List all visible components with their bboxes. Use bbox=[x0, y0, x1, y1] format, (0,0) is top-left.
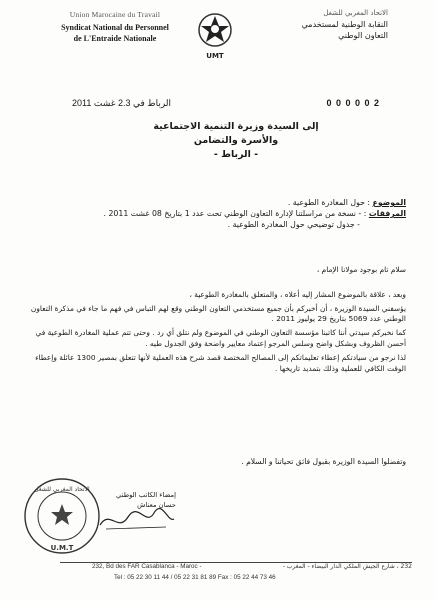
subject-line bbox=[26, 197, 406, 208]
body-paragraph-2: يؤسفني السيدة الوزيرة ، أن أخبركم بأن جميع مستخدمي التعاون الوطني وقع لهم التباس في فهم ما جاء في مذكرة التعاون الوطني عدد 5069 بتاريخ 29 يوليوز 2011 . bbox=[30, 303, 406, 324]
footer-phone-fax: Tel : 05 22 30 11 44 / 05 22 31 81 89 Fax : 05 22 44 73 46 bbox=[114, 574, 276, 581]
addressee-block bbox=[136, 120, 336, 162]
addressee-line-3: - الرباط - bbox=[213, 149, 259, 160]
body-paragraph-1: وبعد ، علاقة بالموضوع المشار إليه أعلاه ، والمتعلق بالمغادرة الطوعية ، bbox=[189, 289, 406, 299]
letter-date: الرباط في 2.3 غشت 2011 bbox=[72, 98, 172, 108]
addressee-line-2: والأسرة والتضامن bbox=[193, 135, 279, 146]
union-stamp bbox=[22, 476, 102, 556]
attachments-line bbox=[26, 208, 406, 219]
subject-block bbox=[26, 197, 406, 230]
attachments-label: المرفقات bbox=[368, 209, 406, 218]
syndicate-sub-fr: de L'Entraide Nationale bbox=[73, 34, 157, 43]
greeting: سلام تام بوجود مولانا الإمام ، bbox=[316, 265, 406, 274]
stamp-ring-text: الاتحاد المغربي للشغل bbox=[34, 486, 90, 493]
body-paragraph-4: لذا نرجو من سيادتكم إعطاء تعليماتكم إلى المصالح المختصة قصد شرح هذه العملية لأنها تتعلق بمصير 1300 عائلة وإعطاء الوقت الكافي للعملية وذلك بتمديد تاريخها . bbox=[35, 352, 406, 373]
umt-emblem-icon bbox=[194, 10, 236, 62]
addressee-line-1: إلى السيدة وزيرة التنمية الاجتماعية bbox=[153, 121, 319, 132]
stamp-bottom-text: U.M.T bbox=[50, 544, 74, 552]
subject-label: الموضوع bbox=[372, 198, 406, 207]
closing-line: وتفضلوا السيدة الوزيرة بقبول فائق تحياتنا و السلام . bbox=[241, 457, 406, 466]
attachment-1: : - نسخة من مراسلتنا لإدارة التعاون الوطني تحت عدد 1 بتاريخ 08 غشت 2011 . bbox=[103, 209, 367, 218]
reference-number: 0 0 0 0 0 2 bbox=[326, 98, 380, 108]
signature-name: حسان معناش bbox=[137, 501, 176, 509]
union-name-fr: Union Marocaine du Travail bbox=[69, 10, 161, 19]
syndicate-name-fr: Syndicat National du Personnel bbox=[61, 23, 169, 32]
attachment-2: - جدول توضيحي حول المغادرة الطوعية . bbox=[227, 220, 360, 229]
union-name-ar: الاتحاد المغربي للشغل bbox=[323, 9, 388, 17]
letter-body bbox=[22, 265, 406, 377]
signature-title: إمضاء الكاتب الوطني bbox=[116, 491, 176, 499]
letterhead-arabic bbox=[248, 8, 388, 41]
letterhead-french bbox=[40, 10, 190, 43]
body-paragraph-3: كما نخبركم سيدتي أننا كاتبنا مؤسسة التعاون الوطني في الموضوع ولم نتلق أي رد . وحتى تتم عملية المغادرة الطوعية في أحسن الظروف وبشكل واضح وسلس المرجو إعتماد معايير واضحة وفق الجدول طيه . bbox=[35, 328, 406, 348]
handwritten-signature bbox=[96, 505, 176, 535]
syndicate-name-ar: النقابة الوطنية لمستخدمي bbox=[301, 20, 388, 29]
footer-address-fr: 232, Bd des FAR Casablanca - Maroc - bbox=[92, 563, 202, 570]
subject-text: : حول المغادرة الطوعية . bbox=[287, 198, 371, 207]
emblem-text: UMT bbox=[206, 52, 224, 60]
syndicate-sub-ar: التعاون الوطني bbox=[338, 31, 388, 40]
footer-address-ar: 232 ، شارع الجيش الملكي الدار البيضاء - المغرب - bbox=[282, 563, 412, 570]
